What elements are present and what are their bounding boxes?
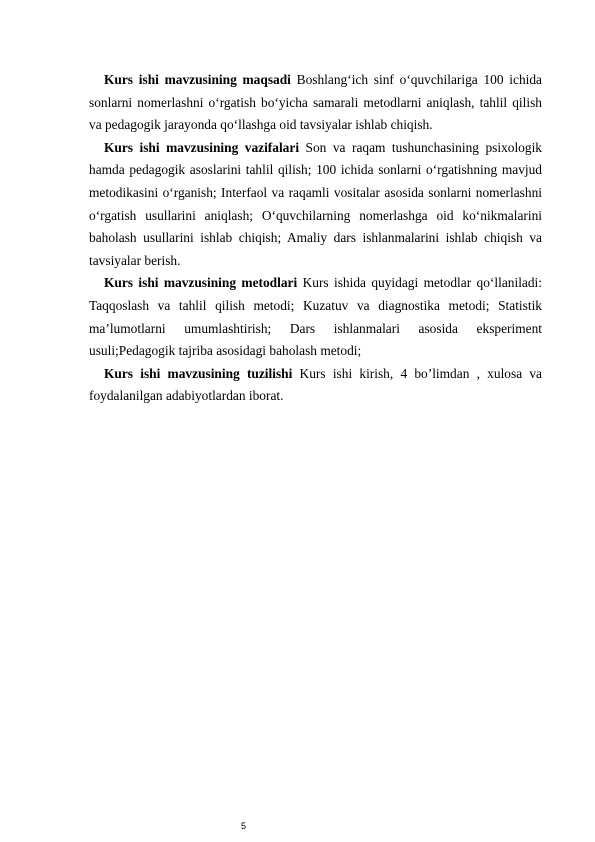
paragraph-goal bbox=[89, 69, 542, 137]
paragraph-heading: Kurs ishi mavzusining vazifalari bbox=[104, 139, 300, 155]
paragraph-methods bbox=[89, 272, 542, 362]
paragraph-heading: Kurs ishi mavzusining tuzilishi bbox=[104, 365, 293, 381]
paragraph-tasks bbox=[89, 137, 542, 273]
paragraph-heading: Kurs ishi mavzusining metodlari bbox=[104, 275, 298, 291]
document-body bbox=[89, 69, 542, 408]
paragraph-text: Son va raqam tushunchasining psixologik hamda pedagogik asoslarini tahlil qilish; 100 ichida sonlarni o‘rgatishning mavjud metodikasini o‘rganish; Interfaol va raqamli vositalar asosida sonlarni nomerlashni o‘rgatish usullarini aniqlash; O‘quvchilarning nomerlashga oid ko‘nikmalarini baholash usullarini ishlab chiqish; Amaliy dars ishlanmalarini ishlab chiqish va tavsiyalar berish. bbox=[89, 139, 542, 268]
paragraph-text: Boshlang‘ich sinf o‘quvchilariga 100 ichida sonlarni nomerlashni o‘rgatish bo‘yicha samarali metodlarni aniqlash, tahlil qilish va pedagogik jarayonda qo‘llashga oid tavsiyalar ishlab chiqish. bbox=[89, 72, 542, 133]
page-number: 5 bbox=[241, 821, 247, 831]
paragraph-heading: Kurs ishi mavzusining maqsadi bbox=[104, 72, 291, 87]
paragraph-text: Kurs ishida quyidagi metodlar qo‘llaniladi: Taqqoslash va tahlil qilish metodi; Kuzatuv va diagnostika metodi; Statistik ma’lumotlarni umumlashtirish; Dars ishlanmalari asosida eksperiment usuli;Pedagogik tajriba asosidagi baholash metodi; bbox=[89, 275, 542, 359]
paragraph-structure bbox=[89, 363, 542, 408]
paragraph-text: Kurs ishi kirish, 4 bo’limdan , xulosa va foydalanilgan adabiyotlardan iborat. bbox=[89, 365, 542, 404]
